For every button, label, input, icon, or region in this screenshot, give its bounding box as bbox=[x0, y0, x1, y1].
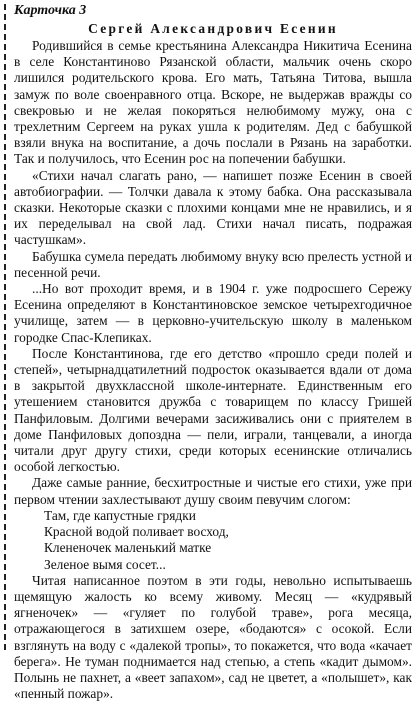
poem-line: Красной водой поливает восход, bbox=[44, 524, 229, 540]
poem-line: Зеленое вымя сосет... bbox=[44, 556, 166, 572]
paragraph-early-verses: Даже самые ранние, бесхитростные и чистые его стихи, уже при первом чтении захлестывают душу своим певучим слогом: bbox=[14, 475, 412, 507]
paragraph-school: ...Но вот проходит время, и в 1904 г. уже подросшего Сережу Есенина определяют в Константиновское земское четырехгодичное училище, затем — в церковно-учительскую школу в маленьком городке Спас-Клепиках. bbox=[14, 281, 412, 345]
poem-excerpt bbox=[14, 508, 412, 573]
paragraph-quote: «Стихи начал слагать рано, — напишет позже Есенин в своей автобиографии. — Толчки давала к этому бабка. Она рассказывала сказки. Некоторые сказки с плохими концами мне не нравились, и я их переделывал на свой лад. Стихи начал писать, подражая частушкам». bbox=[14, 167, 412, 248]
card-title: Карточка 3 bbox=[14, 3, 87, 18]
author-heading: Сергей Александрович Есенин bbox=[88, 21, 338, 36]
cut-line bbox=[4, 4, 6, 650]
paragraph-grandmother: Бабушка сумела передать любимому внуку всю прелесть устной и песенной речи. bbox=[14, 248, 412, 280]
paragraph-childhood: Родившийся в семье крестьянина Александра Никитича Есенина в селе Константиново Рязанской области, мальчик очень скоро лишился родительского крова. Его мать, Татьяна Титова, вышла замуж по воле своенравного отца. Вскоре, не выдержав вражды со свекровью и не желая покоряться нелюбимому мужу, она с трехлетним Сергеем на руках ушла к родителям. Дед с бабушкой взяли внука на воспитание, а дочь послали в Рязань на заработки. Так и получилось, что Есенин рос на попечении бабушки. bbox=[14, 38, 412, 167]
poem-line: Клененочек маленький матке bbox=[44, 540, 212, 556]
paragraph-closing: Читая написанное поэтом в эти годы, невольно испытываешь щемящую жалость ко всему живому. Месяц — «кудрявый ягненочек» — «гуляет по голубой траве», рога месяца, отражающегося в затихшем озере, «бодаются» с осокой. Если взглянуть на воду с «далекой тропы», то покажется, что вода «качает берега». Не туман поднимается над степью, а степь «кадит дымом». Полынь не пахнет, а «веет запахом», сад не цветет, а «полышет», как «пенный пожар». bbox=[14, 572, 412, 702]
poem-line: Там, где капустные грядки bbox=[44, 507, 196, 523]
paragraph-boarding: После Константинова, где его детство «прошло среди полей и степей», четырнадцатилетний подросток оказывается вдали от дома в закрытой двухклассной школе-интернате. Единственным его утешением становится дружба с товарищем по классу Гришей Панфиловым. Долгими вечерами засиживались они с приятелем в доме Панфиловых допоздна — пели, играли, танцевали, а иногда читали друг другу стихи, среди которых есенинские отличались особой легкостью. bbox=[14, 345, 412, 475]
card-page bbox=[14, 3, 412, 702]
